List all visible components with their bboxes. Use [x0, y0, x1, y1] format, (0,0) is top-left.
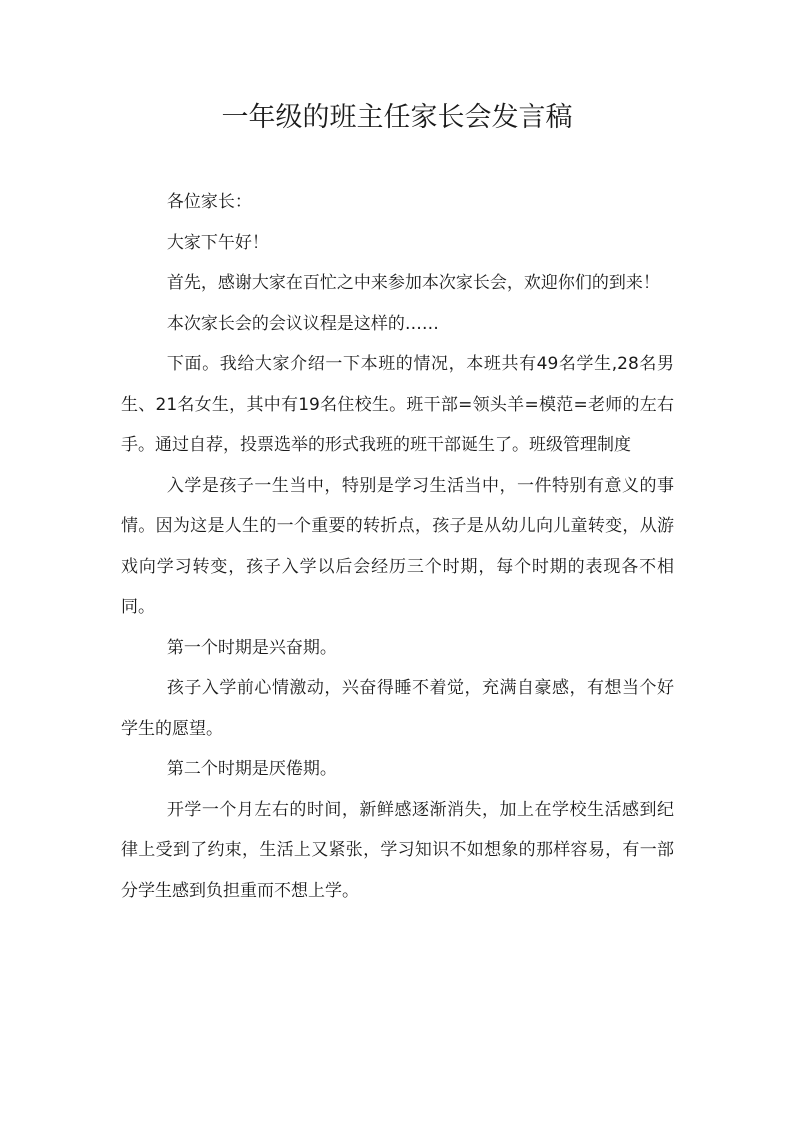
paragraph-welcome: 首先，感谢大家在百忙之中来参加本次家长会，欢迎你们的到来！	[166, 273, 660, 293]
document-body	[121, 182, 674, 911]
paragraph-period-one-heading: 第一个时期是兴奋期。	[166, 637, 337, 658]
paragraph-period-two-text: 开学一个月左右的时间，新鲜感逐渐消失，加上在学校生活感到纪律上受到了约束，生活上又紧张，学习知识不如想象的那样容易，有一部分学生感到负担重而不想上学。	[121, 799, 674, 901]
paragraph-class-info: 下面。我给大家介绍一下本班的情况，本班共有49名学生,28名男生、21名女生，其中有19名住校生。班干部=领头羊=模范=老师的左右手。通过自荐，投票选举的形式我班的班干部诞生了。班级管理制度	[121, 354, 674, 455]
paragraph-agenda: 本次家长会的会议议程是这样的……	[166, 313, 439, 334]
paragraph-good-afternoon: 大家下午好！	[166, 232, 269, 253]
paragraph-school-entry: 入学是孩子一生当中，特别是学习生活当中，一件特别有意义的事情。因为这是人生的一个重要的转折点，孩子是从幼儿向儿童转变，从游戏向学习转变，孩子入学以后会经历三个时期，每个时期的表现各不相同。	[121, 475, 674, 617]
paragraph-period-two-heading: 第二个时期是厌倦期。	[166, 759, 337, 779]
paragraph-period-one-text: 孩子入学前心情激动，兴奋得睡不着觉，充满自豪感，有想当个好学生的愿望。	[121, 678, 674, 739]
paragraph-greeting: 各位家长：	[166, 192, 252, 212]
document-title: 一年级的班主任家长会发言稿	[221, 102, 573, 133]
